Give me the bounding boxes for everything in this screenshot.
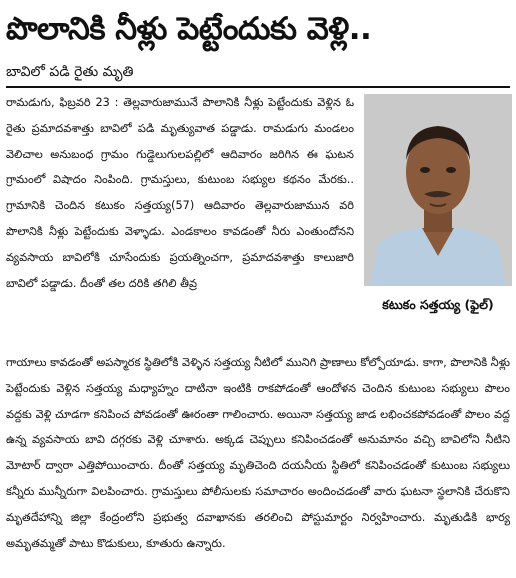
person-photo — [364, 94, 512, 286]
subheadline-divider — [6, 86, 510, 88]
article-body-full-column — [6, 350, 510, 574]
article-paragraph-full: గాయాలు కావడంతో అపస్మారక స్థితిలోకి వెళ్ళిన సత్తయ్య నీటిలో మునిగి ప్రాణాలు కోల్పోయాడు. కాగా, పొలానికి నీళ్లు పెట్టేందుకు వెళ్లిన సత్తయ్య మధ్యాహ్నం దాటినా ఇంటికి రాకపోడంతో ఆందోళన చెందిన కుటుంబ సభ్యులు పొలం వద్దకు వెళ్లి చూడగా కనిపించ పోవడంతో ఊరంతా గాలించారు. అయినా సత్తయ్య జాడ లభించకపోవడంతో పొలం వద్ద ఉన్న వ్యవసాయ బావి దగ్గరకు వెళ్లి చూశారు. అక్కడ చెప్పులు కనిపించడంతో అనుమానం వచ్చి బావిలోని నీటిని మోటార్ ద్వారా ఎత్తిపోయించారు. దీంతో సత్తయ్య మృతిచెంది దయనీయ స్థితిలో కనిపించడంతో కుటుంబ సభ్యులు కన్నీరు మున్నీరుగా విలపించారు. గ్రామస్తులు పోలీసులకు సమాచారం అందించడంతో వారు ఘటనా స్థలానికి చేరుకొని మృతదేహాన్ని జిల్లా కేంద్రంలోని ప్రభుత్వ దవాఖానకు తరలించి పోస్టుమార్టం నిర్వహించారు. మృతుడికి భార్య అమృతమ్మతో పాటు కొడుకులు, కూతురు ఉన్నారు. — [6, 356, 510, 550]
portrait-image — [364, 94, 512, 286]
article-body-left-column — [6, 90, 354, 348]
article-subheadline: బావిలో పడి రైతు మృతి — [6, 64, 134, 80]
photo-caption: కటుకం సత్తయ్య (ఫైల్) — [382, 297, 494, 312]
article-headline: పొలానికి నీళ్లు పెట్టేందుకు వెళ్లి.. — [6, 11, 372, 47]
article-paragraph-left: రామడుగు, ఫిబ్రవరి 23 : తెల్లవారుజామునే పొలానికి నీళ్లు పెట్టేందుకు వెళ్లిన ఓ రైతు ప్రమాదవశాత్తు బావిలో పడి మృత్యువాత పడ్డాడు. రామడుగు మండలం వెలిచాల అనుబంధ గ్రామం గుడ్డెలుగులపల్లిలో ఆదివారం జరిగిన ఈ ఘటన గ్రామంలో విషాదం నింపింది. గ్రామస్తులు, కుటుంబ సభ్యుల కథనం మేరకు.. గ్రామానికి చెందిన కటుకం సత్తయ్య(57) ఆదివారం తెల్లవారుజామున వరి పొలానికి నీళ్లు పెట్టేందుకు వెళ్ళాడు. ఎండకాలం కావడంతో నీరు ఎంతుందోనని వ్యవసాయ బావిలోకి చూసేందుకు ప్రయత్నించగా, ప్రమాదవశాత్తు కాలుజారి బావిలో పడ్డాడు. దీంతో తల దరికి తగిలి తీవ్ర — [6, 96, 354, 290]
